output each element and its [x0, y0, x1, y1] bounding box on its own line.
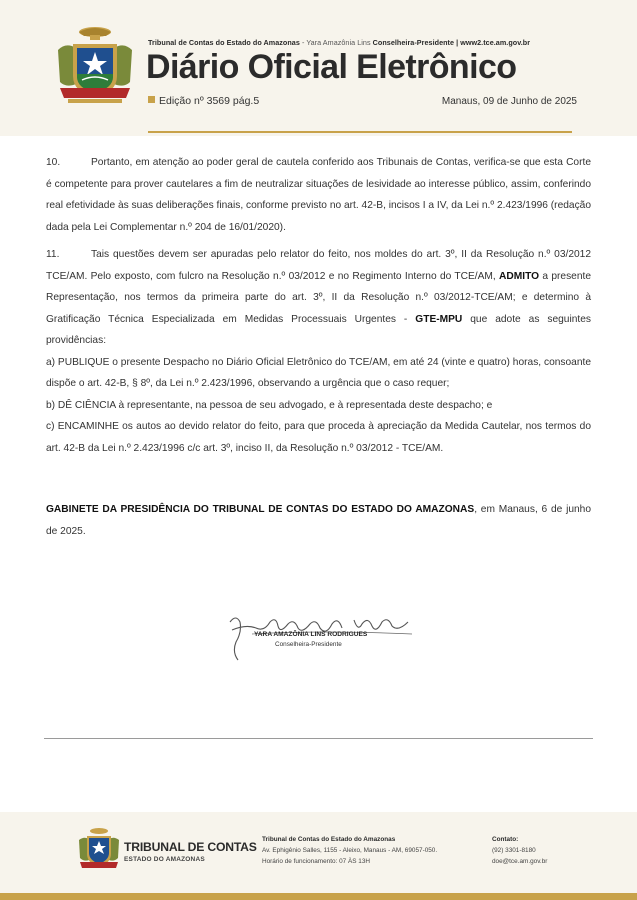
closing-statement: GABINETE DA PRESIDÊNCIA DO TRIBUNAL DE CONTAS DO ESTADO DO AMAZONAS, em Manaus, 6 de junho de 2025.: [46, 504, 591, 537]
content-divider: [44, 738, 593, 739]
tce-am-seal-icon: [54, 24, 136, 108]
gold-square-icon: [148, 96, 155, 103]
document-body: [46, 152, 591, 542]
list-item-b: b) DÊ CIÊNCIA à representante, na pessoa de seu advogado, e à representada deste despacho; e: [46, 399, 493, 411]
footer-brand-sub: ESTADO DO AMAZONAS: [124, 856, 205, 863]
footer-address: Tribunal de Contas do Estado do Amazonas Av. Ephigênio Salles, 1155 - Aleixo, Manaus - AM, 69057-050. Horário de funcionamento: 07 ÀS 13H: [262, 836, 438, 865]
list-item-c: c) ENCAMINHE os autos ao devido relator do feito, para que proceda à apreciação da Medida Cautelar, nos termos do art. 42-B da Lei n.º 2.423/1996 c/c art. 3º, inciso II, da Resolução n.º 03/2012 - TCE/AM.: [46, 421, 591, 454]
publication-date: Manaus, 09 de Junho de 2025: [441, 96, 577, 107]
footer-gold-strip: [0, 893, 637, 900]
signatory-role: Conselheira-Presidente: [275, 641, 342, 648]
publication-title: Diário Oficial Eletrônico: [146, 48, 517, 86]
tce-am-seal-small-icon: [76, 826, 122, 872]
header-org-line: Tribunal de Contas do Estado do Amazonas - Yara Amazônia Lins Conselheira-Presidente | www2.tce.am.gov.br: [148, 38, 531, 47]
list-item-a: a) PUBLIQUE o presente Despacho no Diário Oficial Eletrônico do TCE/AM, em até 24 (vinte e quatro) horas, consoante dispõe o art. 42-B, § 8º, da Lei n.º 2.423/1996, observando a urgência que o caso requer;: [46, 356, 591, 389]
edition-label: Edição nº 3569 pág.5: [148, 95, 259, 107]
footer-email[interactable]: doe@tce.am.gov.br: [492, 858, 548, 865]
signatory-name: YARA AMAZÔNIA LINS RODRIGUES: [254, 631, 368, 638]
paragraph-11: 11. Tais questões devem ser apuradas pelo relator do feito, nos moldes do art. 3º, II da Resolução n.º 03/2012 TCE/AM. Pelo exposto, com fulcro na Resolução n.º 03/2012 e no Regimento Interno do TCE/AM, ADMITO a presente Representação, nos termos da primeira parte do art. 3º, II da Resolução n.º 03/2012-TCE/AM; e determino à Gratificação Técnica Especializada em Medidas Processuais Urgentes - GTE-MPU que adote as seguintes providências:: [46, 249, 591, 346]
footer-contact: Contato: (92) 3301-8180 doe@tce.am.gov.br: [492, 836, 548, 865]
header-divider: [148, 131, 572, 133]
footer-brand: TRIBUNAL DE CONTAS: [124, 840, 257, 854]
paragraph-10: 10. Portanto, em atenção ao poder geral de cautela conferido aos Tribunais de Contas, verifica-se que esta Corte é competente para prover cautelares a fim de neutralizar situações de lesividade ao interesse público, assim, conferindo real efetividade às suas deliberações finais, conforme previsto no art. 42-B, incisos I a IV, da Lei n.º 2.423/1996 (redação dada pela Lei Complementar n.º 204 de 16/01/2020).: [46, 157, 591, 233]
